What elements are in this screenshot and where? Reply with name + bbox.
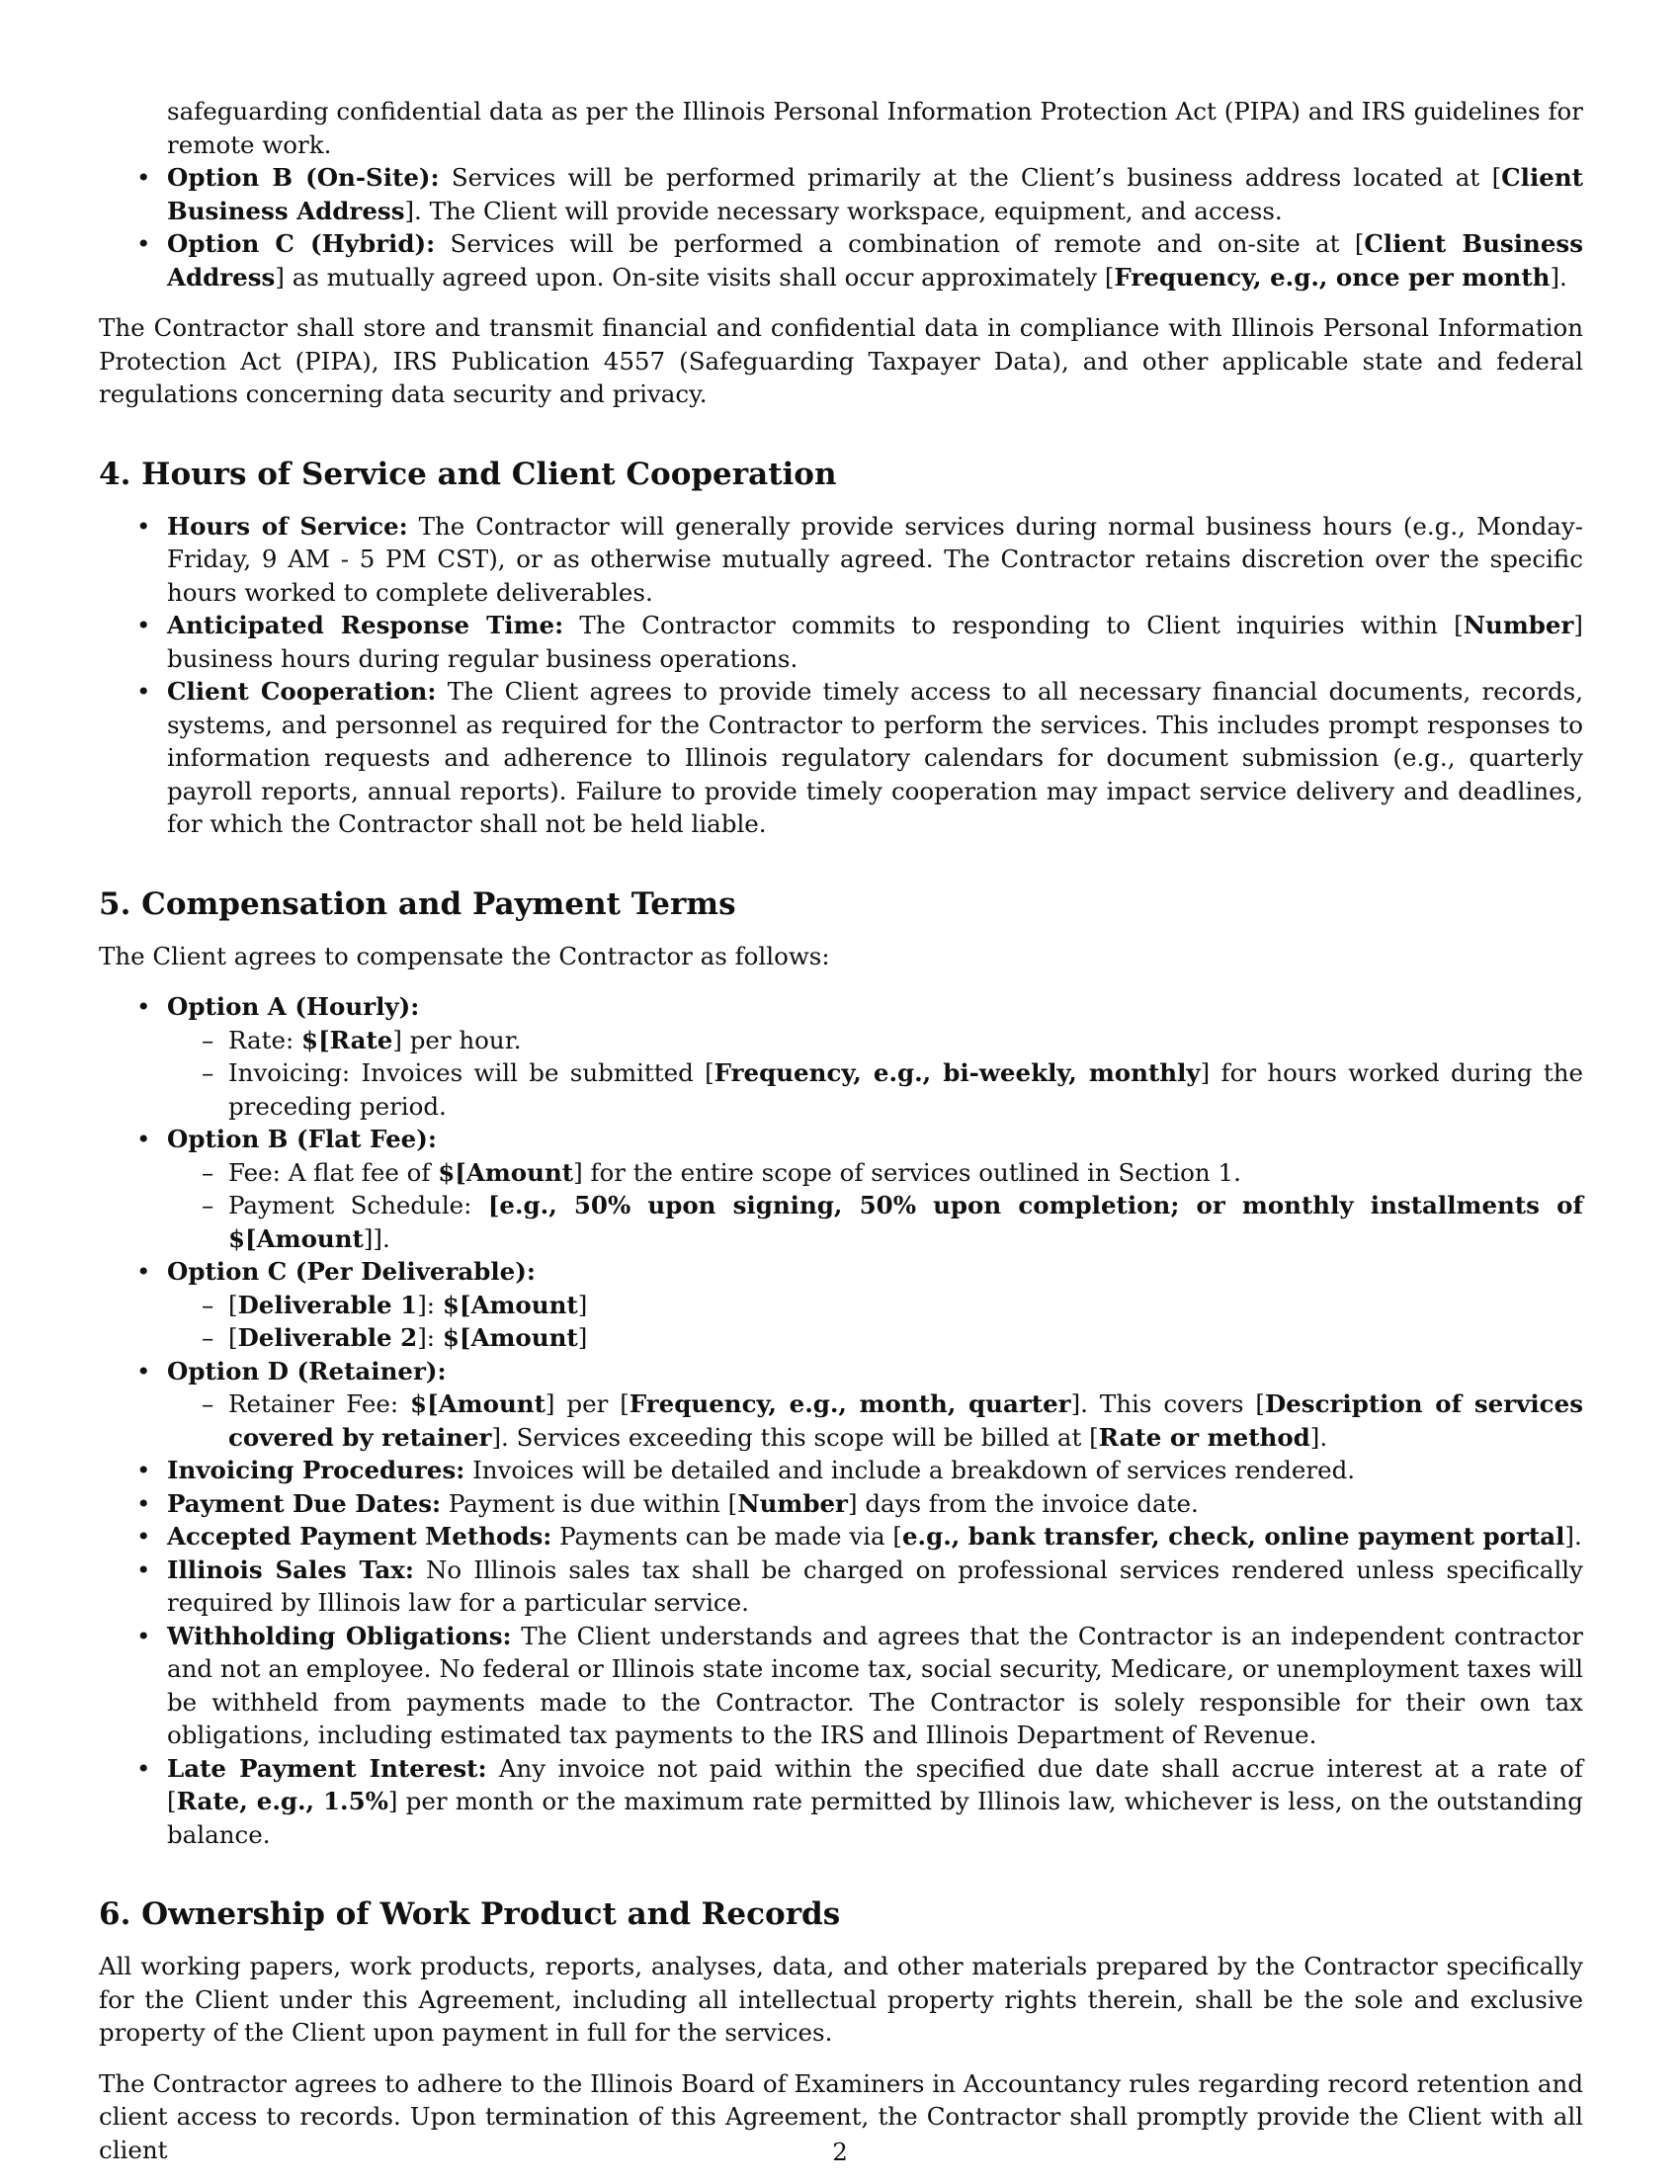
list-item: • Option C (Per Deliverable): – [Deliverable 1]: $[Amount] – [Deliverable 2]: $[Amount] (99, 1255, 1583, 1355)
list-item: • Option A (Hourly): – Rate: $[Rate] per hour. – Invoicing: Invoices will be submitted [Frequency, e.g., bi-weekly, monthly] for hours worked during the preceding period. (99, 990, 1583, 1123)
sub-list-item: – Fee: A flat fee of $[Amount] for the entire scope of services outlined in Section 1. (167, 1156, 1583, 1190)
list-item: • Client Cooperation: The Client agrees to provide timely access to all necessary financial documents, records, systems, and personnel as required for the Contractor to perform the services. This includes prompt responses to information requests and adherence to Illinois regulatory calendars for document submission (e.g., quarterly payroll reports, annual reports). Failure to provide timely cooperation may impact service delivery and deadlines, for which the Contractor shall not be held liable. (99, 675, 1583, 841)
location-options-list (99, 161, 1583, 294)
list-item: • Payment Due Dates: Payment is due within [Number] days from the invoice date. (99, 1487, 1583, 1521)
sub-list-item: – Rate: $[Rate] per hour. (167, 1024, 1583, 1057)
sub-list (167, 1156, 1583, 1256)
section5-list (99, 990, 1583, 1851)
sub-list (167, 1387, 1583, 1454)
sub-list (167, 1024, 1583, 1124)
continuation-text: safeguarding confidential data as per the Illinois Personal Information Protection Act (PIPA) and IRS guidelines for remote work. (167, 97, 1583, 159)
section-heading: 5. Compensation and Payment Terms (99, 885, 736, 922)
section4-list (99, 510, 1583, 841)
list-item: • Accepted Payment Methods: Payments can be made via [e.g., bank transfer, check, online payment portal]. (99, 1520, 1583, 1554)
list-item: • Option B (Flat Fee): – Fee: A flat fee of $[Amount] for the entire scope of services outlined in Section 1. – Payment Schedule: [e.g., 50% upon signing, 50% upon completion; or monthly installments of $[Amount]]. (99, 1123, 1583, 1255)
list-item: • Late Payment Interest: Any invoice not paid within the specified due date shall accrue interest at a rate of [Rate, e.g., 1.5%] per month or the maximum rate permitted by Illinois law, whichever is less, on the outstanding balance. (99, 1752, 1583, 1852)
section-intro: The Client agrees to compensate the Contractor as follows: (99, 941, 830, 970)
document-page (99, 95, 1583, 2184)
sub-list-item: – [Deliverable 2]: $[Amount] (167, 1321, 1583, 1355)
list-item: • Option D (Retainer): – Retainer Fee: $[Amount] per [Frequency, e.g., month, quarter]. This covers [Description of services covered by retainer]. Services exceeding this scope will be billed at [Rate or method]. (99, 1355, 1583, 1455)
data-security-paragraph: The Contractor shall store and transmit financial and confidential data in compliance with Illinois Personal Information Protection Act (PIPA), IRS Publication 4557 (Safeguarding Taxpayer Data), and other applicable state and federal regulations concerning data security and privacy. (99, 313, 1583, 408)
section-heading: 4. Hours of Service and Client Cooperation (99, 456, 837, 492)
sub-list-item: – Retainer Fee: $[Amount] per [Frequency, e.g., month, quarter]. This covers [Description of services covered by retainer]. Services exceeding this scope will be billed at [Rate or method]. (167, 1387, 1583, 1454)
list-item: • Withholding Obligations: The Client understands and agrees that the Contractor is an independent contractor and not an employee. No federal or Illinois state income tax, social security, Medicare, or unemployment taxes will be withheld from payments made to the Contractor. The Contractor is solely responsible for their own tax obligations, including estimated tax payments to the IRS and Illinois Department of Revenue. (99, 1620, 1583, 1752)
section-heading: 6. Ownership of Work Product and Records (99, 1896, 841, 1932)
sub-list (167, 1289, 1583, 1355)
paragraph: All working papers, work products, reports, analyses, data, and other materials prepared by the Contractor specifically for the Client under this Agreement, including all intellectual property rights therein, shall be the sole and exclusive property of the Client upon payment in full for the services. (99, 1952, 1583, 2047)
sub-list-item: – [Deliverable 1]: $[Amount] (167, 1289, 1583, 1322)
page-number: 2 (832, 2138, 848, 2166)
list-item: • Hours of Service: The Contractor will generally provide services during normal business hours (e.g., Monday-Friday, 9 AM - 5 PM CST), or as otherwise mutually agreed. The Contractor retains discretion over the specific hours worked to complete deliverables. (99, 510, 1583, 610)
list-item: • Anticipated Response Time: The Contractor commits to responding to Client inquiries within [Number] business hours during regular business operations. (99, 609, 1583, 675)
sub-list-item: – Payment Schedule: [e.g., 50% upon signing, 50% upon completion; or monthly installments of $[Amount]]. (167, 1189, 1583, 1255)
list-item: • Invoicing Procedures: Invoices will be detailed and include a breakdown of services rendered. (99, 1454, 1583, 1487)
list-item: • Option B (On-Site): Services will be performed primarily at the Client’s business address located at [Client Business Address]. The Client will provide necessary workspace, equipment, and access. (99, 161, 1583, 227)
list-item: • Option C (Hybrid): Services will be performed a combination of remote and on-site at [Client Business Address] as mutually agreed upon. On-site visits shall occur approximately [Frequency, e.g., once per month]. (99, 227, 1583, 294)
list-item: • Illinois Sales Tax: No Illinois sales tax shall be charged on professional services rendered unless specifically required by Illinois law for a particular service. (99, 1554, 1583, 1620)
paragraph: The Contractor agrees to adhere to the Illinois Board of Examiners in Accountancy rules regarding record retention and client access to records. Upon termination of this Agreement, the Contractor shall promptly provide the Client with all client (99, 2068, 1583, 2164)
sub-list-item: – Invoicing: Invoices will be submitted [Frequency, e.g., bi-weekly, monthly] for hours worked during the preceding period. (167, 1056, 1583, 1123)
